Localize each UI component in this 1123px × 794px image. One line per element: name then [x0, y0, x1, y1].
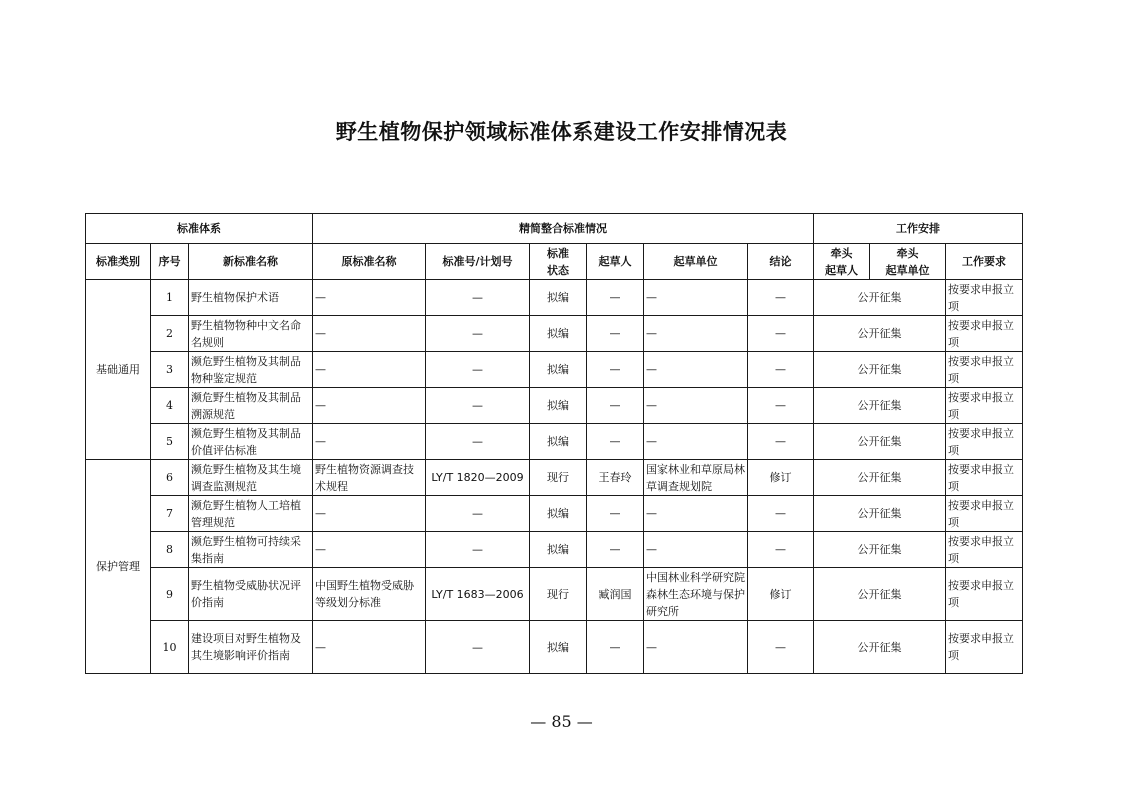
category-cell: 基础通用: [86, 280, 151, 460]
table-row: [86, 496, 1023, 532]
status-cell: 拟编: [530, 280, 587, 316]
orig-name-cell: 中国野生植物受威胁等级划分标准: [313, 568, 426, 621]
header-orig-name: 原标准名称: [313, 244, 426, 280]
header-category: 标准类别: [86, 244, 151, 280]
conclusion-cell: —: [748, 496, 814, 532]
status-cell: 拟编: [530, 316, 587, 352]
table-row: [86, 424, 1023, 460]
seq-cell: 6: [151, 460, 189, 496]
table-row: [86, 352, 1023, 388]
work-arrangement-cell: 公开征集: [814, 496, 946, 532]
seq-cell: 4: [151, 388, 189, 424]
conclusion-cell: —: [748, 424, 814, 460]
seq-cell: 9: [151, 568, 189, 621]
requirement-cell: 按要求申报立项: [946, 280, 1023, 316]
requirement-cell: 按要求申报立项: [946, 352, 1023, 388]
new-name-cell: 濒危野生植物及其制品溯源规范: [189, 388, 313, 424]
orig-name-cell: —: [313, 532, 426, 568]
header-lead-unit: 牵头 起草单位: [870, 244, 946, 280]
conclusion-cell: —: [748, 352, 814, 388]
status-cell: 拟编: [530, 532, 587, 568]
drafter-cell: —: [587, 352, 644, 388]
orig-name-cell: —: [313, 316, 426, 352]
orig-name-cell: —: [313, 388, 426, 424]
orig-name-cell: —: [313, 280, 426, 316]
conclusion-cell: 修订: [748, 460, 814, 496]
new-name-cell: 濒危野生植物可持续采集指南: [189, 532, 313, 568]
table-row: [86, 621, 1023, 674]
page-title: 野生植物保护领域标准体系建设工作安排情况表: [335, 120, 788, 144]
requirement-cell: 按要求申报立项: [946, 532, 1023, 568]
table-row: [86, 460, 1023, 496]
status-cell: 拟编: [530, 388, 587, 424]
group-header-row: [86, 214, 1023, 244]
status-cell: 拟编: [530, 621, 587, 674]
draft-unit-cell: —: [644, 496, 748, 532]
header-drafter: 起草人: [587, 244, 644, 280]
status-cell: 拟编: [530, 424, 587, 460]
requirement-cell: 按要求申报立项: [946, 316, 1023, 352]
draft-unit-cell: —: [644, 316, 748, 352]
new-name-cell: 濒危野生植物人工培植管理规范: [189, 496, 313, 532]
conclusion-cell: —: [748, 280, 814, 316]
conclusion-cell: —: [748, 621, 814, 674]
draft-unit-cell: —: [644, 621, 748, 674]
category-cell: 保护管理: [86, 460, 151, 674]
standards-table: [85, 213, 1023, 674]
std-no-cell: —: [426, 496, 530, 532]
orig-name-cell: —: [313, 424, 426, 460]
std-no-cell: —: [426, 532, 530, 568]
drafter-cell: —: [587, 388, 644, 424]
seq-cell: 1: [151, 280, 189, 316]
requirement-cell: 按要求申报立项: [946, 460, 1023, 496]
table-row: [86, 388, 1023, 424]
std-no-cell: —: [426, 316, 530, 352]
conclusion-cell: 修订: [748, 568, 814, 621]
requirement-cell: 按要求申报立项: [946, 568, 1023, 621]
requirement-cell: 按要求申报立项: [946, 388, 1023, 424]
seq-cell: 3: [151, 352, 189, 388]
new-name-cell: 建设项目对野生植物及其生境影响评价指南: [189, 621, 313, 674]
header-standard-system: 标准体系: [86, 214, 313, 244]
work-arrangement-cell: 公开征集: [814, 424, 946, 460]
std-no-cell: —: [426, 388, 530, 424]
drafter-cell: 臧润国: [587, 568, 644, 621]
work-arrangement-cell: 公开征集: [814, 388, 946, 424]
conclusion-cell: —: [748, 316, 814, 352]
work-arrangement-cell: 公开征集: [814, 621, 946, 674]
drafter-cell: —: [587, 424, 644, 460]
status-cell: 拟编: [530, 352, 587, 388]
header-lead-drafter: 牵头 起草人: [814, 244, 870, 280]
header-conclusion: 结论: [748, 244, 814, 280]
requirement-cell: 按要求申报立项: [946, 621, 1023, 674]
table-row: [86, 316, 1023, 352]
drafter-cell: —: [587, 621, 644, 674]
seq-cell: 5: [151, 424, 189, 460]
status-cell: 现行: [530, 460, 587, 496]
new-name-cell: 野生植物物种中文名命名规则: [189, 316, 313, 352]
header-work-arrangement: 工作安排: [814, 214, 1023, 244]
header-new-name: 新标准名称: [189, 244, 313, 280]
drafter-cell: —: [587, 280, 644, 316]
seq-cell: 2: [151, 316, 189, 352]
table-row: [86, 568, 1023, 621]
drafter-cell: —: [587, 316, 644, 352]
header-requirement: 工作要求: [946, 244, 1023, 280]
draft-unit-cell: 国家林业和草原局林草调查规划院: [644, 460, 748, 496]
seq-cell: 8: [151, 532, 189, 568]
page-number: — 85 —: [530, 712, 593, 731]
drafter-cell: —: [587, 532, 644, 568]
status-cell: 现行: [530, 568, 587, 621]
table-row: [86, 280, 1023, 316]
draft-unit-cell: —: [644, 532, 748, 568]
seq-cell: 7: [151, 496, 189, 532]
draft-unit-cell: 中国林业科学研究院森林生态环境与保护研究所: [644, 568, 748, 621]
work-arrangement-cell: 公开征集: [814, 280, 946, 316]
work-arrangement-cell: 公开征集: [814, 316, 946, 352]
work-arrangement-cell: 公开征集: [814, 352, 946, 388]
std-no-cell: —: [426, 280, 530, 316]
conclusion-cell: —: [748, 532, 814, 568]
std-no-cell: —: [426, 424, 530, 460]
draft-unit-cell: —: [644, 388, 748, 424]
column-header-row: [86, 244, 1023, 280]
work-arrangement-cell: 公开征集: [814, 532, 946, 568]
work-arrangement-cell: 公开征集: [814, 460, 946, 496]
header-std-no: 标准号/计划号: [426, 244, 530, 280]
new-name-cell: 濒危野生植物及其生境调查监测规范: [189, 460, 313, 496]
std-no-cell: LY/T 1820—2009: [426, 460, 530, 496]
drafter-cell: —: [587, 496, 644, 532]
orig-name-cell: —: [313, 496, 426, 532]
header-status: 标准 状态: [530, 244, 587, 280]
std-no-cell: —: [426, 352, 530, 388]
work-arrangement-cell: 公开征集: [814, 568, 946, 621]
table-row: [86, 532, 1023, 568]
std-no-cell: LY/T 1683—2006: [426, 568, 530, 621]
status-cell: 拟编: [530, 496, 587, 532]
new-name-cell: 濒危野生植物及其制品物种鉴定规范: [189, 352, 313, 388]
draft-unit-cell: —: [644, 424, 748, 460]
seq-cell: 10: [151, 621, 189, 674]
new-name-cell: 野生植物保护术语: [189, 280, 313, 316]
header-draft-unit: 起草单位: [644, 244, 748, 280]
conclusion-cell: —: [748, 388, 814, 424]
drafter-cell: 王春玲: [587, 460, 644, 496]
header-integration: 精简整合标准情况: [313, 214, 814, 244]
std-no-cell: —: [426, 621, 530, 674]
new-name-cell: 濒危野生植物及其制品价值评估标准: [189, 424, 313, 460]
requirement-cell: 按要求申报立项: [946, 496, 1023, 532]
orig-name-cell: —: [313, 352, 426, 388]
draft-unit-cell: —: [644, 352, 748, 388]
header-seq: 序号: [151, 244, 189, 280]
orig-name-cell: 野生植物资源调查技术规程: [313, 460, 426, 496]
draft-unit-cell: —: [644, 280, 748, 316]
orig-name-cell: —: [313, 621, 426, 674]
new-name-cell: 野生植物受威胁状况评价指南: [189, 568, 313, 621]
requirement-cell: 按要求申报立项: [946, 424, 1023, 460]
